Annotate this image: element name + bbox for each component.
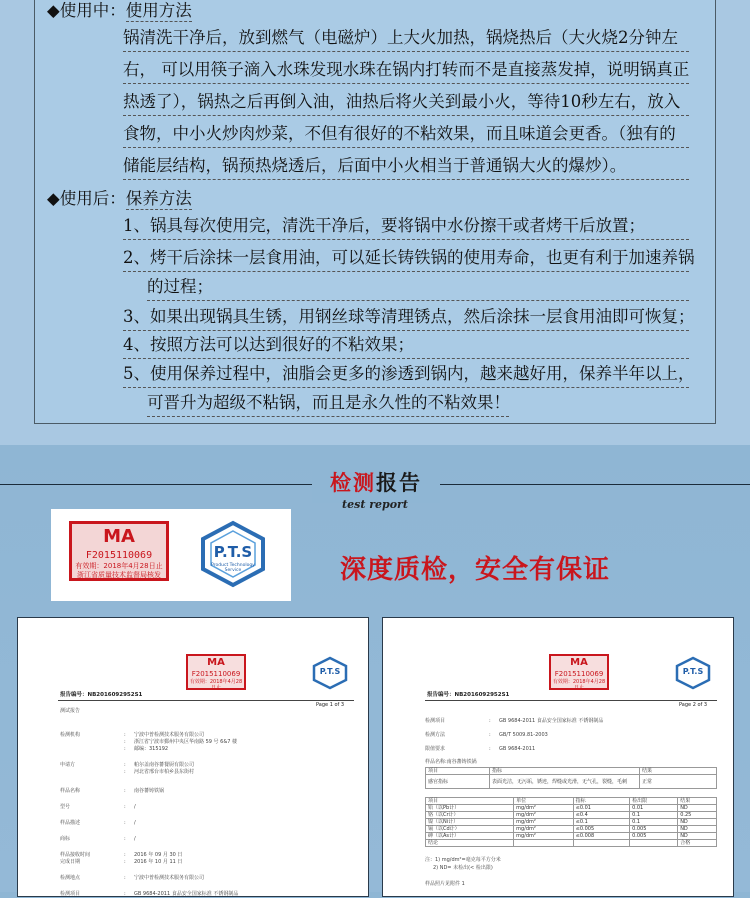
table-header-row	[426, 768, 717, 775]
report-info-row	[60, 746, 168, 753]
report-info-row	[425, 718, 603, 725]
sample-name: 样品名称:南谷蕃铸铁锅	[425, 759, 477, 765]
report-info-row	[60, 820, 136, 827]
usage-during-line: 右， 可以用筷子滴入水珠发现水珠在锅内打转而不是直接蒸发掉，说明锅真正	[123, 58, 689, 84]
table-cell: ≤0.01	[573, 805, 629, 812]
table-cell: 0.005	[630, 826, 678, 833]
table-cell: ND	[678, 805, 717, 812]
report-cma-logo-icon: MA	[570, 657, 588, 668]
metals-table	[425, 797, 717, 847]
section-title-black: 报告	[376, 470, 422, 495]
report-info-row	[60, 804, 136, 811]
usage-during-line: 储能层结构，锅预热烧透后，后面中小火相当于普通锅大火的爆炒）。	[123, 154, 689, 180]
report-info-row	[60, 836, 136, 843]
report-field-value: 2016 年 10 月 11 日	[134, 859, 183, 865]
report-field-value: 河北省邢台市柏乡县东街村	[134, 769, 195, 775]
report-number: 报告编号：NB2016092952S1	[60, 692, 143, 698]
table-header: 指标	[490, 768, 640, 775]
report-field-colon: :	[124, 804, 126, 810]
table-cell: 铬（以Cr计）	[426, 812, 514, 819]
table-cell: mg/dm²	[514, 812, 574, 819]
table-row	[426, 812, 717, 819]
report-field-label: 样品接收时间	[60, 852, 91, 858]
report-field-value: 2016 年 09 月 30 日	[134, 852, 183, 858]
table-header: 检出限	[630, 798, 678, 805]
table-cell: 砷（以As计）	[426, 833, 514, 840]
report-field-label: 商标	[60, 836, 71, 842]
report-field-colon: :	[489, 732, 491, 738]
report-info-row	[60, 732, 204, 739]
table-header: 结果	[678, 798, 717, 805]
report-field-value: 浙江省宁波市鄞州中央区华南路 59 号 6&7 楼	[134, 739, 237, 745]
table-cell: 表面光洁，无污垢，锈迹，焊缝或光滑，无气孔，裂缝，毛刺	[490, 775, 640, 789]
report-number: 报告编号：NB2016092952S1	[427, 692, 510, 698]
report-field-value: GB 9684-2011 食品安全国家标准 不锈钢制品	[499, 718, 604, 724]
report-field-label: 检测地点	[60, 875, 81, 881]
section-subtitle: test report	[342, 498, 408, 511]
table-cell: 正常	[640, 775, 717, 789]
table-cell: ≤0.4	[573, 812, 629, 819]
report-field-value: 帕尔盖南谷蕃餐厨有限公司	[134, 762, 195, 768]
table-header-row	[426, 798, 717, 805]
table-cell	[573, 840, 629, 847]
usage-instructions-box	[34, 0, 716, 424]
report-cma-number: F2015110069	[554, 670, 604, 678]
report-field-label: 检测机构	[60, 732, 81, 738]
report-field-label: 完成日期	[60, 859, 81, 865]
table-header: 指标	[573, 798, 629, 805]
report-field-colon: :	[124, 788, 126, 794]
report-field-label: 限值要求	[425, 746, 446, 752]
report-info-row	[60, 852, 182, 859]
report-info-row	[60, 875, 204, 882]
report-field-value: 宁波中普检测技术服务有限公司	[134, 732, 205, 738]
test-report-page-2	[382, 617, 734, 897]
usage-during-heading	[47, 0, 192, 23]
report-info-row	[60, 762, 194, 769]
usage-after-marker: ◆使用后：	[47, 189, 126, 208]
table-cell: mg/dm²	[514, 833, 574, 840]
usage-after-label: 保养方法	[125, 189, 192, 208]
table-header: 项目	[426, 798, 514, 805]
report-field-value: GB/T 5009.81-2003	[499, 732, 548, 738]
report-cma-valid: 有效期：2018年4月28日止	[189, 679, 243, 691]
section-title-red: 检测	[330, 470, 376, 495]
report-field-colon: :	[124, 762, 126, 768]
table-cell: 结论	[426, 840, 514, 847]
maintenance-step: 4、按照方法可以达到很好的不粘效果；	[123, 333, 689, 359]
table-header: 结果	[640, 768, 717, 775]
cma-stamp	[69, 521, 169, 581]
report-footer: 样品照片见附件 1	[425, 881, 465, 887]
table-cell: 合格	[678, 840, 717, 847]
report-field-value: /	[134, 820, 136, 826]
table-cell: mg/dm²	[514, 805, 574, 812]
report-header-rule	[425, 700, 717, 701]
report-pts-logo	[310, 656, 350, 690]
report-field-value: /	[134, 804, 136, 810]
sensory-table	[425, 767, 717, 789]
report-field-label: 样品描述	[60, 820, 81, 826]
table-header: 单位	[514, 798, 574, 805]
maintenance-step: 2、烤干后涂抹一层食用油，可以延长铸铁锅的使用寿命，也更有利于加速养锅	[123, 246, 689, 272]
report-info-row	[425, 746, 535, 753]
table-row	[426, 833, 717, 840]
report-info-row	[60, 769, 194, 776]
table-cell: 0.01	[630, 805, 678, 812]
maintenance-step: 1、锅具每次使用完，清洗干净后，要将锅中水份擦干或者烤干后放置；	[123, 214, 689, 240]
table-row	[426, 826, 717, 833]
table-cell: 镍（以Ni计）	[426, 819, 514, 826]
maintenance-step-continued: 可晋升为超级不粘锅，而且是永久性的不粘效果！	[147, 391, 509, 417]
report-cma-stamp	[549, 654, 609, 690]
table-cell: ND	[678, 819, 717, 826]
pts-logo-caption: Product Technology Service	[211, 563, 255, 573]
maintenance-step: 3、如果出现锅具生锈，用钢丝球等清理锈点，然后涂抹一层食用油即可恢复；	[123, 305, 689, 331]
report-field-label: 型号	[60, 804, 71, 810]
report-field-colon: :	[489, 746, 491, 752]
report-note: 2) ND= 未检出(< 检出限)	[433, 865, 493, 871]
report-info-row	[60, 891, 238, 898]
table-cell: 0.1	[630, 812, 678, 819]
report-info-row	[425, 732, 548, 739]
report-cma-valid: 有效期：2018年4月28日止	[552, 679, 606, 691]
usage-during-label: 使用方法	[125, 1, 192, 20]
maintenance-step-continued: 的过程；	[147, 275, 689, 301]
table-cell: ND	[678, 826, 717, 833]
table-row	[426, 819, 717, 826]
cma-valid: 有效期：2018年4月28日止	[75, 562, 163, 570]
report-field-value: GB 9684-2011	[499, 746, 536, 752]
report-info-row	[60, 788, 164, 795]
report-field-label: 检测项目	[425, 718, 446, 724]
report-field-colon: :	[124, 891, 126, 897]
report-heading: 测试报告	[60, 708, 81, 714]
table-cell: ND	[678, 833, 717, 840]
table-row	[426, 805, 717, 812]
report-info-row	[60, 859, 182, 866]
usage-during-line: 热透了），锅热之后再倒入油，油热后将火关到最小火，等待10秒左右，放入	[123, 90, 689, 116]
report-field-colon: :	[124, 769, 126, 775]
table-cell: ≤0.1	[573, 819, 629, 826]
report-field-colon: :	[124, 732, 126, 738]
cma-logo-icon: MA	[103, 526, 135, 547]
usage-during-line: 锅清洗干净后，放到燃气（电磁炉）上大火加热，锅烧热后（大火烧2分钟左	[123, 26, 689, 52]
usage-panel	[0, 0, 750, 445]
table-cell: mg/dm²	[514, 826, 574, 833]
usage-during-marker: ◆使用中：	[47, 1, 126, 20]
report-pts-text: P.T.S	[682, 667, 704, 676]
report-field-colon: :	[124, 836, 126, 842]
report-field-value: 邮编：315192	[134, 746, 169, 752]
table-cell: 镉（以Cd计）	[426, 826, 514, 833]
pts-logo	[193, 519, 273, 589]
test-report-page-1	[17, 617, 369, 897]
report-field-label: 检测方法	[425, 732, 446, 738]
table-cell: 铅（以Pb计）	[426, 805, 514, 812]
report-pts-text: P.T.S	[319, 667, 341, 676]
report-field-value: /	[134, 836, 136, 842]
table-cell: 感官指标	[426, 775, 490, 789]
usage-after-heading	[47, 187, 192, 211]
usage-during-line: 食物，中小火炒肉炒菜，不但有很好的不粘效果，而且味道会更香。（独有的	[123, 122, 689, 148]
table-cell: 0.25	[678, 812, 717, 819]
report-header-rule	[58, 700, 354, 701]
report-page-number: Page 2 of 3	[679, 702, 708, 708]
report-field-colon: :	[124, 739, 126, 745]
report-field-colon: :	[124, 852, 126, 858]
table-row	[426, 775, 717, 789]
report-field-colon: :	[124, 820, 126, 826]
table-cell: ≤0.005	[573, 826, 629, 833]
maintenance-step: 5、使用保养过程中，油脂会更多的渗透到锅内，越来越好用，保养半年以上，	[123, 362, 689, 388]
report-field-colon: :	[124, 859, 126, 865]
report-page-number: Page 1 of 3	[316, 702, 345, 708]
table-cell: ≤0.008	[573, 833, 629, 840]
table-cell: 0.005	[630, 833, 678, 840]
table-cell: 0.1	[630, 819, 678, 826]
pts-logo-text: P.T.S	[213, 543, 253, 561]
report-note: 注：1) mg/dm²=毫克每平方分米	[425, 857, 501, 863]
table-row	[426, 840, 717, 847]
report-field-value: GB 9684-2011 食品安全国家标准 不锈钢制品	[134, 891, 239, 897]
certification-logos	[51, 509, 291, 601]
cma-issuer: 浙江省质量技术监督局核发	[77, 571, 161, 579]
report-field-label: 申请方	[60, 762, 76, 768]
report-pts-logo	[673, 656, 713, 690]
cma-number: F2015110069	[85, 550, 153, 561]
report-field-label: 样品名称	[60, 788, 81, 794]
table-header: 项目	[426, 768, 490, 775]
report-field-value: 南谷蕃铸铁锅	[134, 788, 165, 794]
table-cell	[630, 840, 678, 847]
report-field-value: 宁波中普检测技术服务有限公司	[134, 875, 205, 881]
report-cma-stamp	[186, 654, 246, 690]
report-field-colon: :	[124, 746, 126, 752]
report-field-colon: :	[124, 875, 126, 881]
quality-slogan: 深度质检，安全有保证	[340, 555, 611, 585]
report-field-colon: :	[489, 718, 491, 724]
report-field-label: 检测项目	[60, 891, 81, 897]
report-info-row	[60, 739, 237, 746]
report-cma-logo-icon: MA	[207, 657, 225, 668]
report-cma-number: F2015110069	[191, 670, 241, 678]
table-cell: mg/dm²	[514, 819, 574, 826]
table-cell	[514, 840, 574, 847]
